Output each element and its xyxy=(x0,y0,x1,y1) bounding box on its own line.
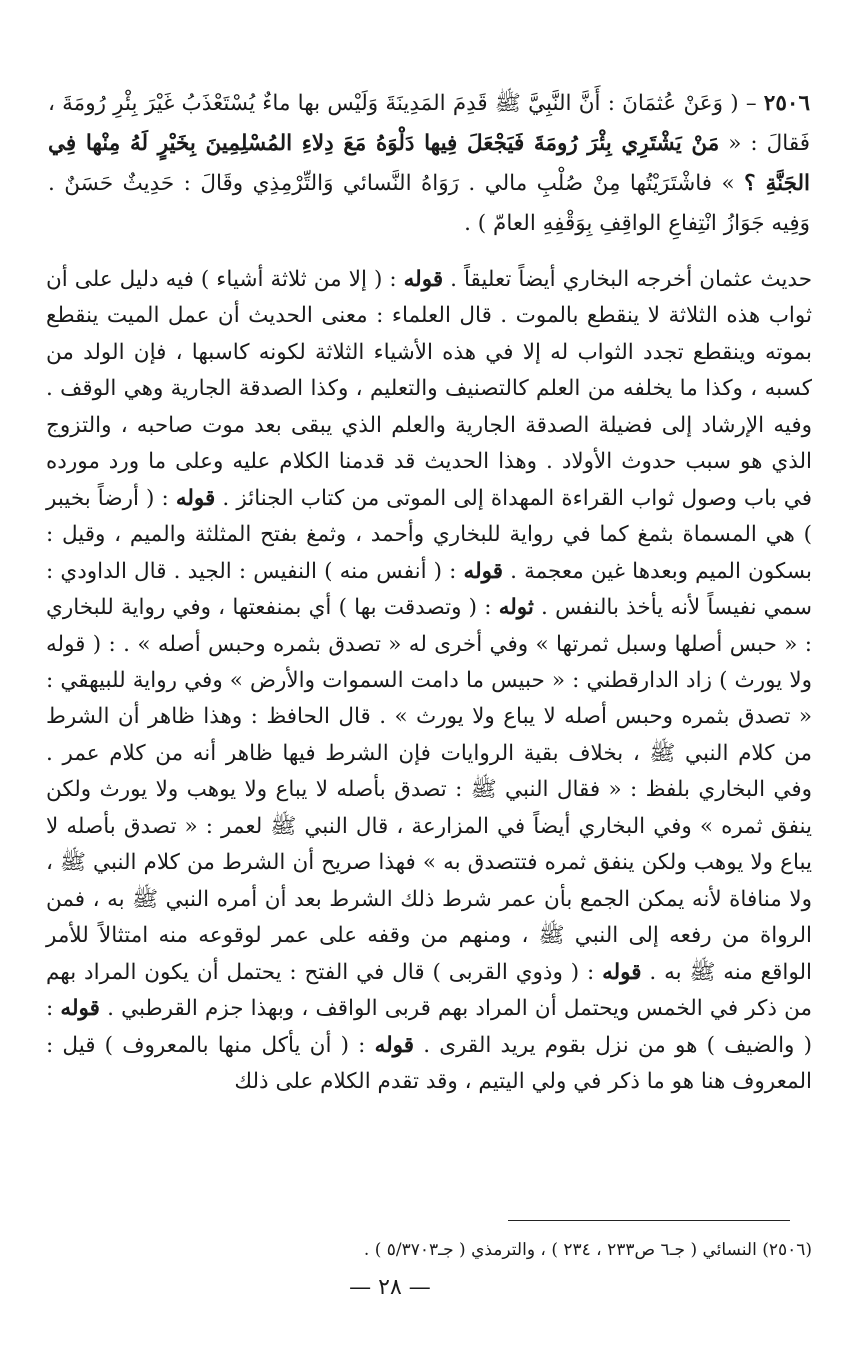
commentary-segment: : ( إلا من ثلاثة أشياء ) فيه دليل على أن ثواب هذه الثلاثة لا ينقطع بالموت . قال العلماء : معنى الحديث أن عمل الميت ينقطع بموته وينقطع تجدد الثواب له إلا في هذه الأشياء الثلاثة لكونه كاسبها ، فإن الولد من كسبه ، وكذا ما يخلفه من العلم كالتصنيف والتعليم ، وكذا الصدقة الجارية وهي الوقف . وفيه الإرشاد إلى فضيلة الصدقة الجارية والعلم الذي يبقى بعد موت صاحبه ، والتزوج الذي هو سبب حدوث الأولاد . وهذا الحديث قد قدمنا الكلام عليه وعلى ما ورد مورده في باب وصول ثواب القراءة المهداة إلى الموتى من كتاب الجنائز . xyxy=(46,267,812,511)
hadith-intro: – ( وَعَنْ عُثمَانَ : أَنَّ النَّبِيَّ ﷺ قَدِمَ المَدِينَةَ وَلَيْس بها ماءٌ يُسْتَعْذَبُ غَيْرَ بِئْرِ رُومَةَ ، فَقالَ : « xyxy=(48,91,810,156)
commentary-segment: : ( أرضاً بخيبر ) هي المسماة بثمغ كما في رواية للبخاري وأحمد ، وثمغ بفتح المثلثة والميم ، وقيل : بسكون الميم وبعدها غين معجمة . xyxy=(46,485,812,584)
commentary-keyword: قوله xyxy=(463,558,504,584)
commentary-segment: : ( أن يأكل منها بالمعروف ) قيل : المعروف هنا هو ما ذكر في ولي اليتيم ، وقد تقدم الكلام على ذلك xyxy=(46,1032,812,1094)
footnote-divider xyxy=(508,1220,790,1221)
commentary-segment: حديث عثمان أخرجه البخاري أيضاً تعليقاً . xyxy=(443,267,812,292)
commentary-segment: : ( والضيف ) هو من نزل بقوم يريد القرى . xyxy=(46,996,812,1058)
hadith-text xyxy=(48,84,810,244)
commentary-text xyxy=(46,262,812,1100)
footnote: (٢٥٠٦) النسائي ( جـ٦ ص٢٣٣ ، ٢٣٤ ) ، والترمذي ( جـ٥/٣٧٠٣ ) . xyxy=(363,1240,812,1260)
hadith-number: ٢٥٠٦ xyxy=(763,91,810,116)
commentary-segment: : ( وذوي القربى ) قال في الفتح : يحتمل أن يكون المراد بهم من ذكر في الخمس ويحتمل أن المراد بهم قربى الواقف ، وبهذا جزم القرطبي . xyxy=(46,959,812,1022)
commentary-keyword: قوله xyxy=(374,1032,415,1058)
page-number: — ٢٨ — xyxy=(349,1275,431,1300)
commentary-keyword: قوله xyxy=(60,996,100,1022)
commentary-keyword: قوله xyxy=(602,959,642,985)
commentary-keyword: قوله xyxy=(175,485,216,511)
commentary-segment: : ( أنفس منه ) النفيس : الجيد . قال الداودي : سمي نفيساً لأنه يأخذ بالنفس . xyxy=(46,558,813,621)
commentary-keyword: ثوله xyxy=(498,595,534,621)
hadith-outro: » فاشْتَرَيْتُها مِنْ صُلْبِ مالي . رَوَاهُ النَّسائي وَالتِّرْمِذِي وقَالَ : حَدِيثٌ حَسَنٌ . وَفِيه جَوَازُ انْتِفاعِ الواقِفِ بِوَقْفِهِ العامّ ) . xyxy=(48,171,810,236)
hadith-prophet-words: مَنْ يَشْتَرِي بِئْرَ رُومَةَ فَيَجْعَلَ فِيها دَلْوَهُ مَعَ دِلاءِ المُسْلِمِينَ بِخَيْرٍ لَهُ مِنْها فِي الجَنَّةِ ؟ xyxy=(48,131,810,196)
commentary-segment: : ( وتصدقت بها ) أي بمنفعتها ، وفي رواية للبخاري : « حبس أصلها وسبل ثمرتها » وفي أخرى له « تصدق بثمره وحبس أصله » . : ( قوله ولا يورث ) زاد الدارقطني : « حبيس ما دامت السموات والأرض » وفي رواية للبيهقي : « تصدق بثمره وحبس أصله لا يباع ولا يورث » . قال الحافظ : وهذا ظاهر أن الشرط من كلام النبي ﷺ ، بخلاف بقية الروايات فإن الشرط فيها ظاهر أنه من كلام عمر . وفي البخاري بلفظ : « فقال النبي ﷺ : تصدق بأصله لا يباع ولا يوهب ولا يورث ولكن ينفق ثمره » وفي البخاري أيضاً في المزارعة ، قال النبي ﷺ لعمر : « تصدق بأصله لا يباع ولا يوهب ولكن ينفق ثمره فتتصدق به » فهذا صريح أن الشرط من كلام النبي ﷺ ، ولا منافاة لأنه يمكن الجمع بأن عمر شرط ذلك الشرط بعد أن أمره النبي ﷺ به ، فمن الرواة من رفعه إلى النبي ﷺ ، ومنهم من وقفه على عمر لوقوعه منه امتثالاً للأمر الواقع منه ﷺ به . xyxy=(46,595,812,985)
commentary-keyword: قوله xyxy=(403,267,444,292)
